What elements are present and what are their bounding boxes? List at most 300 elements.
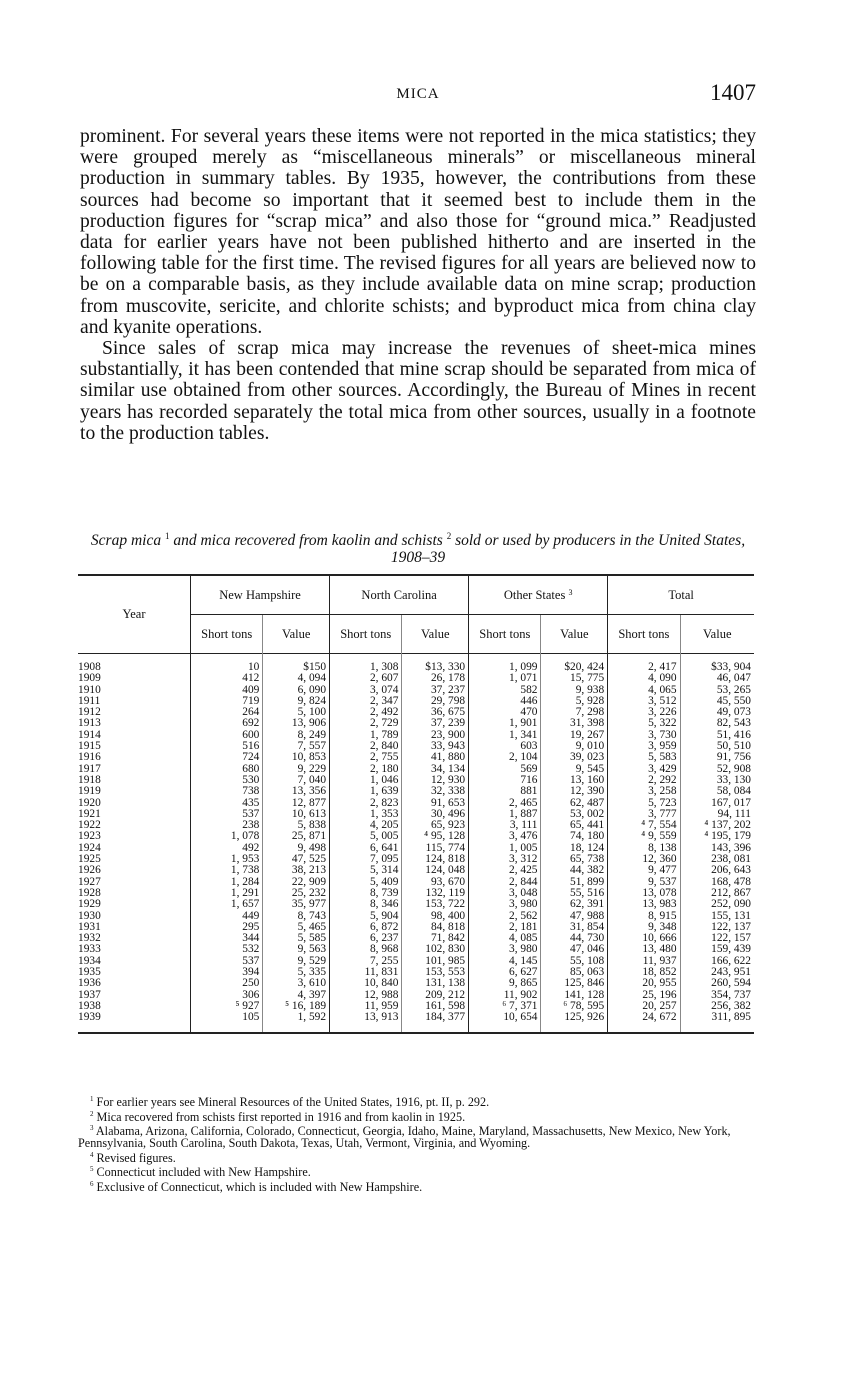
paragraph: prominent. For several years these items were not reported in the mica statistics; they were grouped merely as “miscellaneous minerals” or miscellaneous mineral production in summary tables. By 1935, however, the contributions from these sources had become so important that it seemed best to include them in the production figures for “scrap mica” and also those for “ground mica.” Readjusted data for earlier years have not been published hitherto and are inserted in the following table for the first time. The revised figures for all years are believed now to be on a comparable basis, as they include available data on mine scrap; production from muscovite, sericite, and chlorite schists; and byproduct mica from china clay and kyanite operations. bbox=[80, 126, 756, 338]
value-cell: 4, 065 bbox=[608, 685, 680, 696]
value-cell: ⁵ 16, 189 bbox=[263, 1001, 330, 1012]
group-header-label: Other States bbox=[503, 587, 566, 602]
value-cell: 1, 341 bbox=[469, 730, 541, 741]
value-cell: 2, 755 bbox=[330, 752, 402, 763]
value-cell: 37, 237 bbox=[402, 685, 469, 696]
production-table bbox=[78, 574, 754, 1034]
value-cell: 13, 906 bbox=[263, 718, 330, 729]
value-cell: 9, 348 bbox=[608, 922, 680, 933]
value-cell: 1, 005 bbox=[469, 843, 541, 854]
value-cell: 2, 823 bbox=[330, 798, 402, 809]
value-cell: 53, 265 bbox=[680, 685, 754, 696]
caption-footnote-mark: 1 bbox=[164, 531, 170, 541]
value-cell: 1, 738 bbox=[191, 865, 263, 876]
value-cell: 18, 124 bbox=[541, 843, 608, 854]
table-body bbox=[78, 654, 754, 1033]
value-cell: 82, 543 bbox=[680, 718, 754, 729]
year-cell: 1918 bbox=[78, 773, 101, 786]
year-cell: 1930 bbox=[78, 909, 101, 922]
value-cell: 446 bbox=[469, 696, 541, 707]
year-cell: 1934 bbox=[78, 954, 101, 967]
footnote-text: Revised figures. bbox=[96, 1150, 176, 1165]
value-cell: 5, 838 bbox=[263, 820, 330, 831]
value-cell: 122, 157 bbox=[680, 933, 754, 944]
year-cell: 1919 bbox=[78, 785, 101, 798]
value-cell: 412 bbox=[191, 673, 263, 684]
value-cell: 11, 831 bbox=[330, 967, 402, 978]
value-cell: 3, 730 bbox=[608, 730, 680, 741]
page-number: 1407 bbox=[710, 80, 756, 105]
value-cell: 256, 382 bbox=[680, 1001, 754, 1012]
value-cell: 881 bbox=[469, 786, 541, 797]
value-cell: 13, 480 bbox=[608, 944, 680, 955]
value-cell: 2, 492 bbox=[330, 707, 402, 718]
group-header-north-carolina: North Carolina bbox=[330, 575, 469, 615]
value-cell: 4, 397 bbox=[263, 990, 330, 1001]
value-cell: ⁴ 7, 554 bbox=[608, 820, 680, 831]
value-cell: 166, 622 bbox=[680, 956, 754, 967]
value-cell: 10, 853 bbox=[263, 752, 330, 763]
footnote bbox=[78, 1150, 756, 1165]
value-cell: 516 bbox=[191, 741, 263, 752]
value-cell: 8, 346 bbox=[330, 899, 402, 910]
year-cell: 1911 bbox=[78, 694, 101, 707]
caption-footnote-mark: 2 bbox=[446, 531, 452, 541]
value-cell: 5, 100 bbox=[263, 707, 330, 718]
value-cell: 243, 951 bbox=[680, 967, 754, 978]
value-cell: 74, 180 bbox=[541, 831, 608, 842]
value-cell: 2, 729 bbox=[330, 718, 402, 729]
year-cell: 1915 bbox=[78, 740, 101, 753]
value-cell: 537 bbox=[191, 809, 263, 820]
value-cell: 12, 930 bbox=[402, 775, 469, 786]
value-cell: 51, 416 bbox=[680, 730, 754, 741]
value-cell: 8, 743 bbox=[263, 911, 330, 922]
value-cell: ⁴ 195, 179 bbox=[680, 831, 754, 842]
group-header-new-hampshire: New Hampshire bbox=[191, 575, 330, 615]
value-cell: ⁴ 137, 202 bbox=[680, 820, 754, 831]
value-cell: 569 bbox=[469, 764, 541, 775]
value-cell: 5, 723 bbox=[608, 798, 680, 809]
year-cell: 1922 bbox=[78, 819, 101, 832]
footnote bbox=[78, 1164, 756, 1179]
value-cell: 23, 900 bbox=[402, 730, 469, 741]
value-cell: ⁶ 7, 371 bbox=[469, 1001, 541, 1012]
value-cell: ⁵ 927 bbox=[191, 1001, 263, 1012]
value-cell: 84, 818 bbox=[402, 922, 469, 933]
value-cell: 8, 249 bbox=[263, 730, 330, 741]
value-cell: 33, 130 bbox=[680, 775, 754, 786]
value-cell: 9, 229 bbox=[263, 764, 330, 775]
value-cell: 91, 756 bbox=[680, 752, 754, 763]
value-cell: 3, 111 bbox=[469, 820, 541, 831]
value-cell: 537 bbox=[191, 956, 263, 967]
value-cell: 1, 046 bbox=[330, 775, 402, 786]
value-cell: 105 bbox=[191, 1012, 263, 1032]
footnote-mark: 3 bbox=[568, 587, 573, 597]
value-cell: 65, 923 bbox=[402, 820, 469, 831]
value-cell: 4, 090 bbox=[608, 673, 680, 684]
value-cell: 35, 977 bbox=[263, 899, 330, 910]
value-cell: 3, 980 bbox=[469, 899, 541, 910]
value-cell: 24, 672 bbox=[608, 1012, 680, 1032]
value-cell: $20, 424 bbox=[541, 654, 608, 674]
value-cell: 532 bbox=[191, 944, 263, 955]
value-cell: 409 bbox=[191, 685, 263, 696]
subheader-short-tons: Short tons bbox=[469, 615, 541, 654]
table-row bbox=[78, 865, 754, 876]
value-cell: 250 bbox=[191, 978, 263, 989]
value-cell: 49, 073 bbox=[680, 707, 754, 718]
table-row bbox=[78, 1012, 754, 1032]
subheader-short-tons: Short tons bbox=[330, 615, 402, 654]
value-cell: 34, 134 bbox=[402, 764, 469, 775]
page-header bbox=[80, 80, 756, 110]
year-cell: 1909 bbox=[78, 672, 101, 685]
value-cell: 1, 071 bbox=[469, 673, 541, 684]
year-column-header: Year bbox=[78, 575, 191, 654]
value-cell: 5, 583 bbox=[608, 752, 680, 763]
value-cell: $13, 330 bbox=[402, 654, 469, 674]
value-cell: 530 bbox=[191, 775, 263, 786]
value-cell: 94, 111 bbox=[680, 809, 754, 820]
value-cell: 5, 005 bbox=[330, 831, 402, 842]
footnote-text: Connecticut included with New Hampshire. bbox=[96, 1165, 311, 1180]
value-cell: 26, 178 bbox=[402, 673, 469, 684]
value-cell: 9, 824 bbox=[263, 696, 330, 707]
value-cell: 4, 205 bbox=[330, 820, 402, 831]
value-cell: 3, 777 bbox=[608, 809, 680, 820]
value-cell: 5, 585 bbox=[263, 933, 330, 944]
value-cell: 19, 267 bbox=[541, 730, 608, 741]
year-cell: 1924 bbox=[78, 841, 101, 854]
value-cell: 124, 818 bbox=[402, 854, 469, 865]
value-cell: 5, 465 bbox=[263, 922, 330, 933]
value-cell: 85, 063 bbox=[541, 967, 608, 978]
value-cell: 209, 212 bbox=[402, 990, 469, 1001]
subheader-short-tons: Short tons bbox=[608, 615, 680, 654]
value-cell: 2, 465 bbox=[469, 798, 541, 809]
footnote-mark: 2 bbox=[90, 1109, 94, 1118]
value-cell: 11, 959 bbox=[330, 1001, 402, 1012]
year-cell: 1914 bbox=[78, 728, 101, 741]
value-cell: 716 bbox=[469, 775, 541, 786]
value-cell: 45, 550 bbox=[680, 696, 754, 707]
table-row bbox=[78, 899, 754, 910]
subheader-short-tons: Short tons bbox=[191, 615, 263, 654]
value-cell: 22, 909 bbox=[263, 877, 330, 888]
year-cell: 1926 bbox=[78, 864, 101, 877]
value-cell: 20, 955 bbox=[608, 978, 680, 989]
value-cell: 131, 138 bbox=[402, 978, 469, 989]
value-cell: 124, 048 bbox=[402, 865, 469, 876]
value-cell: 167, 017 bbox=[680, 798, 754, 809]
footnotes bbox=[78, 1094, 756, 1194]
value-cell: 603 bbox=[469, 741, 541, 752]
value-cell: 18, 852 bbox=[608, 967, 680, 978]
value-cell: 295 bbox=[191, 922, 263, 933]
year-cell: 1931 bbox=[78, 920, 101, 933]
year-cell: 1937 bbox=[78, 988, 101, 1001]
value-cell: 1, 639 bbox=[330, 786, 402, 797]
value-cell: 9, 865 bbox=[469, 978, 541, 989]
value-cell: 31, 854 bbox=[541, 922, 608, 933]
value-cell: 41, 880 bbox=[402, 752, 469, 763]
value-cell: 153, 553 bbox=[402, 967, 469, 978]
value-cell: 47, 525 bbox=[263, 854, 330, 865]
value-cell: 52, 908 bbox=[680, 764, 754, 775]
value-cell: 12, 877 bbox=[263, 798, 330, 809]
body-text bbox=[80, 126, 756, 444]
value-cell: 449 bbox=[191, 911, 263, 922]
year-cell: 1936 bbox=[78, 977, 101, 990]
value-cell: 102, 830 bbox=[402, 944, 469, 955]
caption-text: sold or used by producers in the United States, 1908–39 bbox=[390, 532, 746, 567]
value-cell: 354, 737 bbox=[680, 990, 754, 1001]
year-cell: 1939 bbox=[78, 1011, 101, 1024]
value-cell: 311, 895 bbox=[680, 1012, 754, 1032]
subheader-value: Value bbox=[680, 615, 754, 654]
group-header-other-states bbox=[469, 575, 608, 615]
value-cell: 91, 653 bbox=[402, 798, 469, 809]
value-cell: 2, 844 bbox=[469, 877, 541, 888]
value-cell: 5, 322 bbox=[608, 718, 680, 729]
value-cell: 212, 867 bbox=[680, 888, 754, 899]
value-cell: 36, 675 bbox=[402, 707, 469, 718]
value-cell: 47, 046 bbox=[541, 944, 608, 955]
value-cell: 6, 237 bbox=[330, 933, 402, 944]
value-cell: 98, 400 bbox=[402, 911, 469, 922]
value-cell: 6, 641 bbox=[330, 843, 402, 854]
value-cell: 25, 871 bbox=[263, 831, 330, 842]
table-row bbox=[78, 654, 754, 674]
value-cell: 2, 562 bbox=[469, 911, 541, 922]
year-cell: 1927 bbox=[78, 875, 101, 888]
value-cell: 62, 391 bbox=[541, 899, 608, 910]
value-cell: 3, 226 bbox=[608, 707, 680, 718]
value-cell: ⁴ 9, 559 bbox=[608, 831, 680, 842]
value-cell: 46, 047 bbox=[680, 673, 754, 684]
value-cell: 141, 128 bbox=[541, 990, 608, 1001]
value-cell: 600 bbox=[191, 730, 263, 741]
value-cell: 39, 023 bbox=[541, 752, 608, 763]
value-cell: 1, 657 bbox=[191, 899, 263, 910]
footnote-text: Alabama, Arizona, California, Colorado, Connecticut, Georgia, Idaho, Maine, Maryland, Massachusetts, New Mexico, New York, Pennsylvania, South Carolina, South Dakota, Texas, Utah, Vermont, Virginia, and Wyoming. bbox=[78, 1124, 731, 1150]
value-cell: 1, 901 bbox=[469, 718, 541, 729]
value-cell: 38, 213 bbox=[263, 865, 330, 876]
value-cell: 12, 988 bbox=[330, 990, 402, 1001]
value-cell: 53, 002 bbox=[541, 809, 608, 820]
value-cell: 122, 137 bbox=[680, 922, 754, 933]
footnote-mark: 6 bbox=[90, 1179, 94, 1188]
value-cell: 7, 298 bbox=[541, 707, 608, 718]
value-cell: 168, 478 bbox=[680, 877, 754, 888]
value-cell: 12, 360 bbox=[608, 854, 680, 865]
value-cell: 1, 789 bbox=[330, 730, 402, 741]
value-cell: 71, 842 bbox=[402, 933, 469, 944]
value-cell: 1, 308 bbox=[330, 654, 402, 674]
year-cell: 1932 bbox=[78, 932, 101, 945]
value-cell: 7, 040 bbox=[263, 775, 330, 786]
value-cell: 9, 938 bbox=[541, 685, 608, 696]
value-cell: 125, 846 bbox=[541, 978, 608, 989]
value-cell: 11, 937 bbox=[608, 956, 680, 967]
value-cell: 5, 409 bbox=[330, 877, 402, 888]
value-cell: 3, 312 bbox=[469, 854, 541, 865]
year-cell: 1935 bbox=[78, 966, 101, 979]
value-cell: 2, 840 bbox=[330, 741, 402, 752]
year-cell: 1923 bbox=[78, 830, 101, 843]
value-cell: 8, 968 bbox=[330, 944, 402, 955]
value-cell: 2, 347 bbox=[330, 696, 402, 707]
value-cell: 238, 081 bbox=[680, 854, 754, 865]
value-cell: 155, 131 bbox=[680, 911, 754, 922]
value-cell: 37, 239 bbox=[402, 718, 469, 729]
value-cell: 31, 398 bbox=[541, 718, 608, 729]
value-cell: 9, 563 bbox=[263, 944, 330, 955]
footnote bbox=[78, 1094, 756, 1109]
value-cell: 1, 353 bbox=[330, 809, 402, 820]
value-cell: 161, 598 bbox=[402, 1001, 469, 1012]
value-cell: 32, 338 bbox=[402, 786, 469, 797]
value-cell: 2, 425 bbox=[469, 865, 541, 876]
table-caption bbox=[80, 528, 756, 566]
value-cell: 6, 090 bbox=[263, 685, 330, 696]
year-cell: 1929 bbox=[78, 898, 101, 911]
paragraph: Since sales of scrap mica may increase the revenues of sheet-mica mines substantially, it has been contended that mine scrap should be separated from mica of similar use obtained from other sources. Accordingly, the Bureau of Mines in recent years has recorded separately the total mica from other sources, usually in a footnote to the production tables. bbox=[80, 338, 756, 444]
value-cell: 30, 496 bbox=[402, 809, 469, 820]
value-cell: 492 bbox=[191, 843, 263, 854]
value-cell: 3, 258 bbox=[608, 786, 680, 797]
year-cell: 1921 bbox=[78, 807, 101, 820]
footnote-mark: 1 bbox=[90, 1095, 94, 1103]
value-cell: 5, 314 bbox=[330, 865, 402, 876]
value-cell: 101, 985 bbox=[402, 956, 469, 967]
value-cell: 8, 739 bbox=[330, 888, 402, 899]
value-cell: 2, 292 bbox=[608, 775, 680, 786]
value-cell: 9, 010 bbox=[541, 741, 608, 752]
value-cell: 9, 529 bbox=[263, 956, 330, 967]
value-cell: 5, 928 bbox=[541, 696, 608, 707]
value-cell: 344 bbox=[191, 933, 263, 944]
value-cell: 10, 613 bbox=[263, 809, 330, 820]
value-cell: ⁴ 95, 128 bbox=[402, 831, 469, 842]
year-cell: 1920 bbox=[78, 796, 101, 809]
value-cell: 7, 255 bbox=[330, 956, 402, 967]
value-cell: 125, 926 bbox=[541, 1012, 608, 1032]
value-cell: 13, 160 bbox=[541, 775, 608, 786]
value-cell: 4, 085 bbox=[469, 933, 541, 944]
value-cell: 13, 078 bbox=[608, 888, 680, 899]
value-cell: 33, 943 bbox=[402, 741, 469, 752]
value-cell: 13, 913 bbox=[330, 1012, 402, 1032]
year-cell: 1912 bbox=[78, 706, 101, 719]
value-cell: 65, 738 bbox=[541, 854, 608, 865]
value-cell: 1, 592 bbox=[263, 1012, 330, 1032]
value-cell: 115, 774 bbox=[402, 843, 469, 854]
year-cell: 1917 bbox=[78, 762, 101, 775]
value-cell: 2, 607 bbox=[330, 673, 402, 684]
value-cell: 2, 104 bbox=[469, 752, 541, 763]
value-cell: 132, 119 bbox=[402, 888, 469, 899]
value-cell: 5, 335 bbox=[263, 967, 330, 978]
subheader-value: Value bbox=[541, 615, 608, 654]
value-cell: 3, 512 bbox=[608, 696, 680, 707]
group-header-total: Total bbox=[608, 575, 754, 615]
value-cell: 260, 594 bbox=[680, 978, 754, 989]
value-cell: 184, 377 bbox=[402, 1012, 469, 1032]
value-cell: 50, 510 bbox=[680, 741, 754, 752]
value-cell: 6, 627 bbox=[469, 967, 541, 978]
footnote-mark: 5 bbox=[90, 1165, 94, 1174]
value-cell: 7, 557 bbox=[263, 741, 330, 752]
value-cell: 738 bbox=[191, 786, 263, 797]
value-cell: 1, 953 bbox=[191, 854, 263, 865]
value-cell: 3, 959 bbox=[608, 741, 680, 752]
year-cell: 1933 bbox=[78, 943, 101, 956]
value-cell: 2, 181 bbox=[469, 922, 541, 933]
value-cell: 62, 487 bbox=[541, 798, 608, 809]
footnote-text: For earlier years see Mineral Resources of the United States, 1916, pt. II, p. 292. bbox=[96, 1095, 490, 1110]
value-cell: 1, 291 bbox=[191, 888, 263, 899]
year-cell: 1908 bbox=[78, 661, 101, 673]
subheader-value: Value bbox=[402, 615, 469, 654]
value-cell: 1, 099 bbox=[469, 654, 541, 674]
value-cell: 4, 145 bbox=[469, 956, 541, 967]
value-cell: 15, 775 bbox=[541, 673, 608, 684]
value-cell: 7, 095 bbox=[330, 854, 402, 865]
year-cell: 1928 bbox=[78, 886, 101, 899]
value-cell: 12, 390 bbox=[541, 786, 608, 797]
value-cell: $150 bbox=[263, 654, 330, 674]
year-cell: 1916 bbox=[78, 751, 101, 764]
value-cell: 10, 840 bbox=[330, 978, 402, 989]
value-cell: 306 bbox=[191, 990, 263, 1001]
value-cell: 680 bbox=[191, 764, 263, 775]
value-cell: 20, 257 bbox=[608, 1001, 680, 1012]
table-row bbox=[78, 786, 754, 797]
value-cell: 2, 417 bbox=[608, 654, 680, 674]
value-cell: 264 bbox=[191, 707, 263, 718]
value-cell: 5, 904 bbox=[330, 911, 402, 922]
value-cell: 10 bbox=[191, 654, 263, 674]
value-cell: 3, 048 bbox=[469, 888, 541, 899]
value-cell: 10, 654 bbox=[469, 1012, 541, 1032]
value-cell: 252, 090 bbox=[680, 899, 754, 910]
value-cell: 3, 610 bbox=[263, 978, 330, 989]
year-cell: 1925 bbox=[78, 853, 101, 866]
value-cell: ⁶ 78, 595 bbox=[541, 1001, 608, 1012]
value-cell: 51, 899 bbox=[541, 877, 608, 888]
caption-text: and mica recovered from kaolin and schists bbox=[173, 532, 443, 550]
value-cell: 55, 516 bbox=[541, 888, 608, 899]
footnote bbox=[78, 1109, 756, 1124]
value-cell: 8, 915 bbox=[608, 911, 680, 922]
subheader-value: Value bbox=[263, 615, 330, 654]
value-cell: 3, 476 bbox=[469, 831, 541, 842]
value-cell: 206, 643 bbox=[680, 865, 754, 876]
running-head: MICA bbox=[396, 86, 440, 102]
year-cell: 1913 bbox=[78, 717, 101, 730]
value-cell: 55, 108 bbox=[541, 956, 608, 967]
value-cell: 47, 988 bbox=[541, 911, 608, 922]
table-row bbox=[78, 978, 754, 989]
footnote bbox=[78, 1123, 756, 1149]
year-cell: 1910 bbox=[78, 683, 101, 696]
value-cell: 1, 284 bbox=[191, 877, 263, 888]
value-cell: 159, 439 bbox=[680, 944, 754, 955]
value-cell: 9, 477 bbox=[608, 865, 680, 876]
